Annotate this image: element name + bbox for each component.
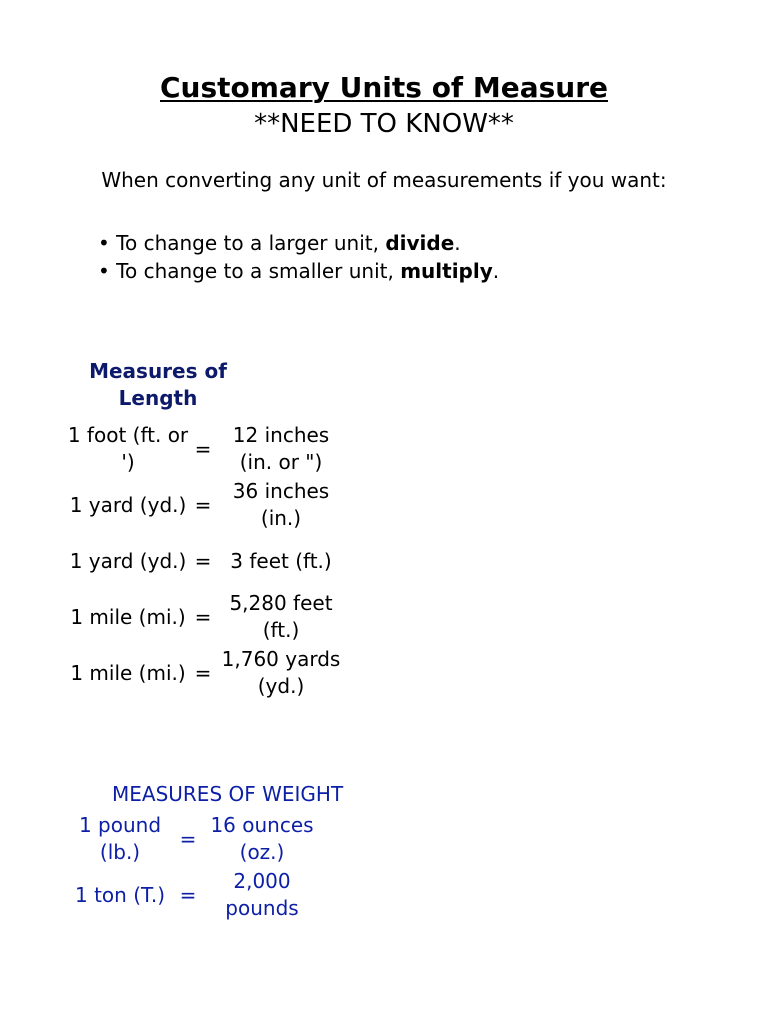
equals-sign: =: [194, 492, 212, 517]
rules-list: [98, 229, 499, 285]
length-row: [66, 645, 346, 701]
weight-to: 16 ounces (oz.): [210, 813, 314, 864]
equals-sign: =: [179, 826, 197, 851]
length-to: 12 inches (in. or "): [232, 423, 330, 474]
rule-text: To change to a larger unit,: [116, 231, 386, 255]
equals-sign: =: [194, 660, 212, 685]
length-row: [66, 421, 346, 477]
weight-row: [66, 811, 326, 867]
equals-sign: =: [194, 604, 212, 629]
length-to: 1,760 yards (yd.): [221, 647, 341, 698]
equals-sign: =: [179, 882, 197, 907]
length-to: 5,280 feet (ft.): [229, 591, 333, 642]
weight-row: [66, 867, 326, 923]
rule-text: To change to a smaller unit,: [116, 259, 401, 283]
length-from: 1 mile (mi.): [70, 604, 186, 629]
rule-emphasis: divide: [385, 231, 455, 255]
length-heading: Measures of Length: [89, 359, 227, 410]
length-row: [66, 477, 346, 533]
equals-sign: =: [194, 548, 212, 573]
weight-from: 1 ton (T.): [75, 882, 165, 907]
rule-item-smaller: [98, 257, 499, 285]
length-to: 36 inches (in.): [232, 479, 330, 530]
weight-to: 2,000 pounds: [225, 869, 299, 920]
bullet-marker: •: [98, 231, 110, 255]
weight-from: 1 pound (lb.): [78, 813, 162, 864]
rule-suffix: .: [492, 259, 500, 283]
rule-suffix: .: [454, 231, 461, 255]
length-from: 1 yard (yd.): [69, 492, 187, 517]
intro-paragraph: When converting any unit of measurements if you want:: [101, 168, 667, 192]
length-to: 3 feet (ft.): [230, 548, 332, 573]
length-from: 1 yard (yd.): [69, 548, 187, 573]
length-row: [66, 589, 346, 645]
length-from: 1 mile (mi.): [70, 660, 186, 685]
bullet-marker: •: [98, 259, 110, 283]
page-title-text: Customary Units of Measure: [159, 71, 609, 104]
length-row: [66, 533, 346, 589]
length-table: [66, 421, 346, 701]
rule-emphasis: multiply: [400, 259, 493, 283]
weight-table: [66, 811, 326, 923]
length-from: 1 foot (ft. or '): [67, 423, 189, 474]
weight-heading: MEASURES OF WEIGHT: [112, 782, 344, 806]
page-subtitle: **NEED TO KNOW**: [254, 109, 514, 139]
rule-item-larger: [98, 229, 499, 257]
page-title: [0, 70, 768, 106]
equals-sign: =: [194, 436, 212, 461]
